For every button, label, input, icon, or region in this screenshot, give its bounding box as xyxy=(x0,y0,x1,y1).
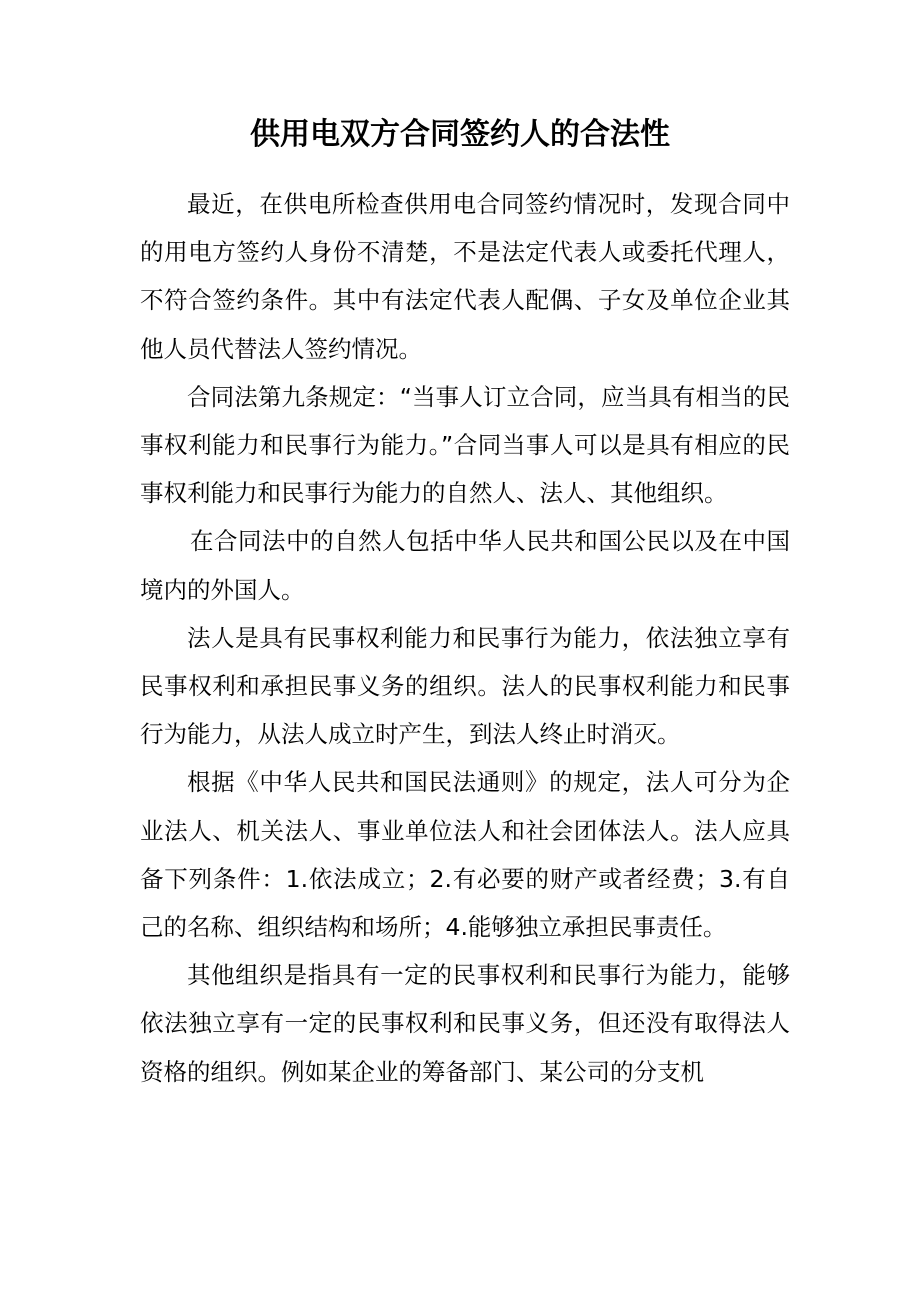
document-title: 供用电双方合同签约人的合法性 xyxy=(250,117,670,152)
paragraph-4: 法人是具有民事权利能力和民事行为能力，依法独立享有民事权利和承担民事义务的组织。法人的民事权利能力和民事行为能力，从法人成立时产生，到法人终止时消灭。 xyxy=(140,623,790,749)
paragraph-1: 最近，在供电所检查供用电合同签约情况时，发现合同中的用电方签约人身份不清楚，不是法定代表人或委托代理人，不符合签约条件。其中有法定代表人配偶、子女及单位企业其他人员代替法人签约情况。 xyxy=(140,190,790,363)
paragraph-5: 根据《中华人民共和国民法通则》的规定，法人可分为企业法人、机关法人、事业单位法人和社会团体法人。法人应具备下列条件：1.依法成立；2.有必要的财产或者经费；3.有自己的名称、组织结构和场所；4.能够独立承担民事责任。 xyxy=(140,768,790,942)
document-body xyxy=(140,180,790,1096)
paragraph-6: 其他组织是指具有一定的民事权利和民事行为能力，能够依法独立享有一定的民事权利和民事义务，但还没有取得法人资格的组织。例如某企业的筹备部门、某公司的分支机 xyxy=(140,961,790,1086)
paragraph-3: 在合同法中的自然人包括中华人民共和国公民以及在中国境内的外国人。 xyxy=(140,527,790,604)
paragraph-2: 合同法第九条规定：“当事人订立合同，应当具有相当的民事权利能力和民事行为能力。”合同当事人可以是具有相应的民事权利能力和民事行为能力的自然人、法人、其他组织。 xyxy=(140,382,790,508)
